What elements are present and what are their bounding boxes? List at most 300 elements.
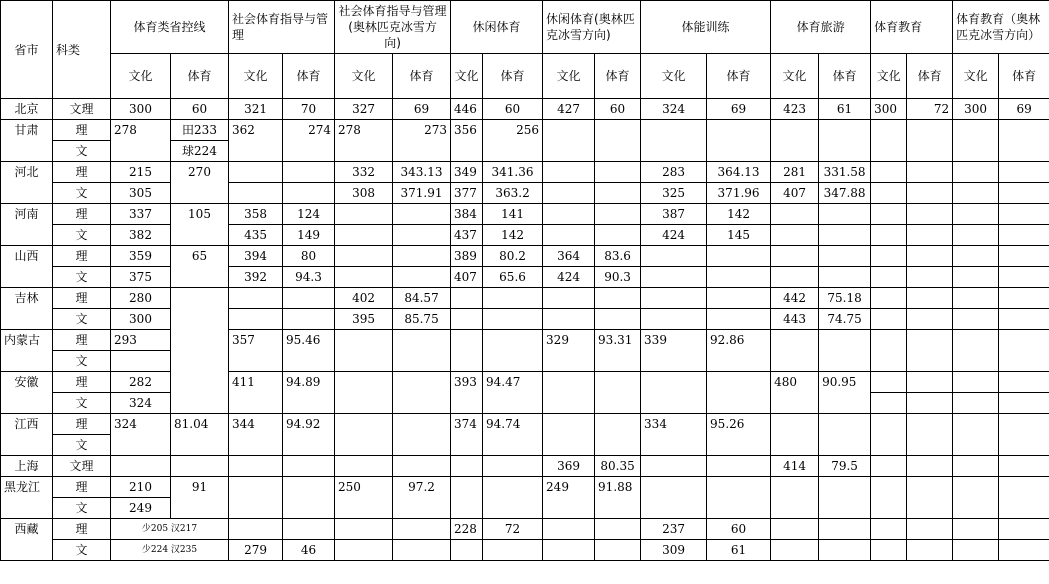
empty-cell <box>953 372 999 393</box>
empty-cell <box>871 225 907 246</box>
score-cell: 371.91 <box>393 183 451 204</box>
score-cell: 293 <box>111 330 171 351</box>
empty-cell <box>283 288 335 309</box>
header-culture: 文化 <box>451 54 483 99</box>
empty-cell <box>953 309 999 330</box>
empty-cell <box>907 330 953 372</box>
empty-cell <box>543 372 595 414</box>
score-cell: 407 <box>451 267 483 288</box>
kind-cell: 文 <box>53 540 111 561</box>
score-cell: 334 <box>641 414 707 456</box>
empty-cell <box>819 246 871 267</box>
empty-cell <box>595 120 641 162</box>
kind-cell: 理 <box>53 246 111 267</box>
kind-cell: 文 <box>53 351 111 372</box>
score-cell: 283 <box>641 162 707 183</box>
empty-cell <box>393 519 451 540</box>
score-cell: 149 <box>283 225 335 246</box>
empty-cell <box>641 309 707 330</box>
score-cell: 371.96 <box>707 183 771 204</box>
score-cell: 435 <box>229 225 283 246</box>
score-cell: 424 <box>641 225 707 246</box>
empty-cell <box>907 372 953 393</box>
header-category: 休闲体育(奥林匹克冰雪方向) <box>543 1 641 54</box>
score-cell: 300 <box>111 309 171 330</box>
empty-cell <box>707 456 771 477</box>
table-row <box>1 99 1049 120</box>
empty-cell <box>483 477 543 519</box>
empty-cell <box>907 309 953 330</box>
header-culture: 文化 <box>111 54 171 99</box>
header-province: 省市 <box>1 1 53 99</box>
empty-cell <box>229 162 283 183</box>
empty-cell <box>871 372 907 393</box>
empty-cell <box>953 246 999 267</box>
empty-cell <box>595 372 641 414</box>
score-cell: 324 <box>641 99 707 120</box>
score-cell: 61 <box>819 99 871 120</box>
empty-cell <box>543 204 595 225</box>
empty-cell <box>953 477 999 519</box>
empty-cell <box>907 519 953 540</box>
empty-cell <box>999 330 1049 372</box>
header-sport: 体育 <box>393 54 451 99</box>
score-cell: 94.74 <box>483 414 543 456</box>
empty-cell <box>999 288 1049 309</box>
kind-cell: 文 <box>53 183 111 204</box>
score-cell: 105 <box>171 204 229 246</box>
empty-cell <box>999 246 1049 267</box>
empty-cell <box>229 183 283 204</box>
score-cell: 274 <box>283 120 335 162</box>
score-cell: 46 <box>283 540 335 561</box>
score-cell: 343.13 <box>393 162 451 183</box>
empty-cell <box>771 120 819 162</box>
kind-cell: 文 <box>53 141 111 162</box>
empty-cell <box>819 477 871 519</box>
kind-cell: 文理 <box>53 99 111 120</box>
empty-cell <box>953 456 999 477</box>
empty-cell <box>543 120 595 162</box>
empty-cell <box>871 183 907 204</box>
score-cell: 300 <box>111 99 171 120</box>
empty-cell <box>483 330 543 372</box>
empty-cell <box>229 456 283 477</box>
kind-cell: 理 <box>53 372 111 393</box>
score-cell: 442 <box>771 288 819 309</box>
empty-cell <box>907 162 953 183</box>
score-cell: 279 <box>229 540 283 561</box>
score-cell: 92.86 <box>707 330 771 372</box>
empty-cell <box>595 309 641 330</box>
province-cell: 安徽 <box>1 372 53 414</box>
score-cell: 69 <box>393 99 451 120</box>
header-category: 体育旅游 <box>771 1 871 54</box>
province-cell: 黑龙江 <box>1 477 53 519</box>
score-cell: 90.95 <box>819 372 871 414</box>
table-row <box>1 519 1049 540</box>
empty-cell <box>393 204 451 225</box>
empty-cell <box>771 330 819 372</box>
table-row <box>1 120 1049 141</box>
kind-cell: 文 <box>53 435 111 456</box>
kind-cell: 理 <box>53 414 111 435</box>
empty-cell <box>953 393 999 414</box>
empty-cell <box>335 519 393 540</box>
empty-cell <box>907 414 953 456</box>
province-cell: 河北 <box>1 162 53 204</box>
empty-cell <box>953 183 999 204</box>
score-cell: 331.58 <box>819 162 871 183</box>
empty-cell <box>953 330 999 372</box>
score-cell: 402 <box>335 288 393 309</box>
empty-cell <box>171 288 229 414</box>
header-culture: 文化 <box>229 54 283 99</box>
score-cell: 94.89 <box>283 372 335 414</box>
score-cell: 球224 <box>171 141 229 162</box>
score-cell: 395 <box>335 309 393 330</box>
empty-cell <box>871 246 907 267</box>
score-cell: 69 <box>707 99 771 120</box>
score-cell: 210 <box>111 477 171 498</box>
kind-cell: 文理 <box>53 456 111 477</box>
score-cell: 321 <box>229 99 283 120</box>
empty-cell <box>595 225 641 246</box>
empty-cell <box>771 477 819 519</box>
empty-cell <box>907 477 953 519</box>
score-cell: 80.2 <box>483 246 543 267</box>
empty-cell <box>707 120 771 162</box>
score-cell: 80 <box>283 246 335 267</box>
empty-cell <box>953 519 999 540</box>
score-cell: 424 <box>543 267 595 288</box>
empty-cell <box>335 267 393 288</box>
empty-cell <box>819 225 871 246</box>
empty-cell <box>595 204 641 225</box>
score-cell: 363.2 <box>483 183 543 204</box>
empty-cell <box>393 246 451 267</box>
score-cell: 407 <box>771 183 819 204</box>
empty-cell <box>707 246 771 267</box>
empty-cell <box>229 309 283 330</box>
empty-cell <box>543 225 595 246</box>
empty-cell <box>771 267 819 288</box>
header-sport: 体育 <box>595 54 641 99</box>
empty-cell <box>283 309 335 330</box>
score-cell: 60 <box>707 519 771 540</box>
score-cell: 94.3 <box>283 267 335 288</box>
empty-cell <box>771 414 819 456</box>
empty-cell <box>451 309 483 330</box>
score-cell: 278 <box>111 120 171 162</box>
score-cell: 85.75 <box>393 309 451 330</box>
header-sport: 体育 <box>819 54 871 99</box>
empty-cell <box>335 225 393 246</box>
score-cell: 382 <box>111 225 171 246</box>
empty-cell <box>907 183 953 204</box>
header-row-categories <box>1 1 1049 54</box>
score-cell: 93.31 <box>595 330 641 372</box>
empty-cell <box>871 267 907 288</box>
empty-cell <box>819 204 871 225</box>
score-cell: 142 <box>707 204 771 225</box>
score-cell: 344 <box>229 414 283 456</box>
score-cell: 94.47 <box>483 372 543 414</box>
header-sport: 体育 <box>999 54 1049 99</box>
empty-cell <box>907 288 953 309</box>
score-cell: 65.6 <box>483 267 543 288</box>
score-cell: 414 <box>771 456 819 477</box>
empty-cell <box>771 204 819 225</box>
header-category: 体育类省控线 <box>111 1 229 54</box>
score-cell: 327 <box>335 99 393 120</box>
empty-cell <box>907 204 953 225</box>
header-category: 社会体育指导与管理(奥林匹克冰雪方 向) <box>335 1 451 54</box>
empty-cell <box>999 204 1049 225</box>
empty-cell <box>819 120 871 162</box>
empty-cell <box>999 477 1049 519</box>
header-sport: 体育 <box>907 54 953 99</box>
kind-cell: 理 <box>53 330 111 351</box>
empty-cell <box>871 330 907 372</box>
empty-cell <box>641 477 707 519</box>
empty-cell <box>707 288 771 309</box>
score-cell: 362 <box>229 120 283 162</box>
score-cell: 324 <box>111 414 171 456</box>
score-cell: 369 <box>543 456 595 477</box>
empty-cell <box>451 477 483 519</box>
score-cell: 364 <box>543 246 595 267</box>
score-cell: 83.6 <box>595 246 641 267</box>
empty-cell <box>871 393 907 414</box>
empty-cell <box>871 120 907 162</box>
province-cell: 甘肃 <box>1 120 53 162</box>
kind-cell: 理 <box>53 120 111 141</box>
score-cell: 91.88 <box>595 477 641 519</box>
empty-cell <box>543 183 595 204</box>
score-cell: 60 <box>171 99 229 120</box>
score-cell: 79.5 <box>819 456 871 477</box>
empty-cell <box>229 288 283 309</box>
empty-cell <box>641 456 707 477</box>
score-cell: 280 <box>111 288 171 309</box>
empty-cell <box>641 120 707 162</box>
score-cell: 300 <box>871 99 907 120</box>
province-cell: 内蒙古 <box>1 330 53 372</box>
empty-cell <box>771 540 819 561</box>
empty-cell <box>483 288 543 309</box>
score-cell: 65 <box>171 246 229 288</box>
score-cell: 393 <box>451 372 483 414</box>
empty-cell <box>871 519 907 540</box>
score-cell: 60 <box>595 99 641 120</box>
empty-cell <box>871 204 907 225</box>
score-cell: 337 <box>111 204 171 225</box>
score-cell: 359 <box>111 246 171 267</box>
score-cell: 84.57 <box>393 288 451 309</box>
table-row <box>1 309 1049 330</box>
score-cell: 142 <box>483 225 543 246</box>
empty-cell <box>771 246 819 267</box>
empty-cell <box>871 477 907 519</box>
score-cell: 60 <box>483 99 543 120</box>
empty-cell <box>543 309 595 330</box>
empty-cell <box>819 414 871 456</box>
empty-cell <box>953 288 999 309</box>
empty-cell <box>999 309 1049 330</box>
empty-cell <box>999 519 1049 540</box>
empty-cell <box>451 330 483 372</box>
score-cell: 341.36 <box>483 162 543 183</box>
header-sport: 体育 <box>283 54 335 99</box>
empty-cell <box>907 120 953 162</box>
empty-cell <box>595 540 641 561</box>
empty-cell <box>229 477 283 519</box>
empty-cell <box>393 372 451 414</box>
empty-cell <box>907 246 953 267</box>
empty-cell <box>393 330 451 372</box>
empty-cell <box>451 540 483 561</box>
empty-cell <box>771 519 819 540</box>
empty-cell <box>907 393 953 414</box>
score-cell: 278 <box>335 120 393 162</box>
score-cell: 81.04 <box>171 414 229 456</box>
header-category: 体能训练 <box>641 1 771 54</box>
score-cell: 446 <box>451 99 483 120</box>
score-cell: 392 <box>229 267 283 288</box>
empty-cell <box>595 414 641 456</box>
empty-cell <box>335 330 393 372</box>
empty-cell <box>999 183 1049 204</box>
header-culture: 文化 <box>953 54 999 99</box>
table-row <box>1 225 1049 246</box>
score-cell: 324 <box>111 393 171 414</box>
header-sport: 体育 <box>707 54 771 99</box>
header-culture: 文化 <box>543 54 595 99</box>
score-cell: 357 <box>229 330 283 372</box>
score-cell: 332 <box>335 162 393 183</box>
empty-cell <box>393 267 451 288</box>
table-row <box>1 540 1049 561</box>
province-cell: 河南 <box>1 204 53 246</box>
empty-cell <box>111 456 171 477</box>
empty-cell <box>871 456 907 477</box>
empty-cell <box>451 456 483 477</box>
header-category: 体育教育 <box>871 1 953 54</box>
header-culture: 文化 <box>771 54 819 99</box>
score-cell: 75.18 <box>819 288 871 309</box>
score-cell: 394 <box>229 246 283 267</box>
table-row <box>1 414 1049 435</box>
score-cell: 249 <box>543 477 595 519</box>
score-cell: 480 <box>771 372 819 414</box>
score-cell: 72 <box>483 519 543 540</box>
empty-cell <box>907 540 953 561</box>
score-cell: 72 <box>907 99 953 120</box>
score-cell: 74.75 <box>819 309 871 330</box>
score-cell: 256 <box>483 120 543 162</box>
empty-cell <box>953 414 999 456</box>
table-row <box>1 372 1049 393</box>
empty-cell <box>707 372 771 414</box>
score-cell: 249 <box>111 498 171 519</box>
score-cell: 70 <box>283 99 335 120</box>
table-row <box>1 288 1049 309</box>
score-cell: 389 <box>451 246 483 267</box>
empty-cell <box>641 288 707 309</box>
empty-cell <box>999 372 1049 393</box>
table-row <box>1 183 1049 204</box>
kind-cell: 文 <box>53 225 111 246</box>
kind-cell: 文 <box>53 393 111 414</box>
empty-cell <box>393 456 451 477</box>
empty-cell <box>641 267 707 288</box>
empty-cell <box>543 519 595 540</box>
kind-cell: 理 <box>53 204 111 225</box>
province-cell: 吉林 <box>1 288 53 330</box>
score-cell: 347.88 <box>819 183 871 204</box>
empty-cell <box>543 414 595 456</box>
empty-cell <box>335 414 393 456</box>
score-cell: 95.46 <box>283 330 335 372</box>
empty-cell <box>171 456 229 477</box>
empty-cell <box>283 519 335 540</box>
kind-cell: 理 <box>53 288 111 309</box>
empty-cell <box>999 414 1049 456</box>
kind-cell: 文 <box>53 309 111 330</box>
score-cell: 145 <box>707 225 771 246</box>
empty-cell <box>543 162 595 183</box>
empty-cell <box>595 288 641 309</box>
score-cell: 少224 汉235 <box>111 540 229 561</box>
header-category: 体育教育（奥林匹克冰雪方向） <box>953 1 1049 54</box>
score-cell: 443 <box>771 309 819 330</box>
empty-cell <box>283 456 335 477</box>
table-row <box>1 162 1049 183</box>
table-row <box>1 267 1049 288</box>
empty-cell <box>953 267 999 288</box>
score-cell: 282 <box>111 372 171 393</box>
empty-cell <box>999 267 1049 288</box>
empty-cell <box>335 540 393 561</box>
score-cell: 273 <box>393 120 451 162</box>
score-cell: 358 <box>229 204 283 225</box>
province-cell: 上海 <box>1 456 53 477</box>
header-kind: 科类 <box>53 1 111 99</box>
empty-cell <box>819 540 871 561</box>
empty-cell <box>641 372 707 414</box>
kind-cell: 文 <box>53 267 111 288</box>
table-row <box>1 477 1049 498</box>
empty-cell <box>907 225 953 246</box>
empty-cell <box>953 204 999 225</box>
score-cell: 228 <box>451 519 483 540</box>
score-cell: 411 <box>229 372 283 414</box>
header-row-subcolumns <box>1 54 1049 99</box>
score-cell: 374 <box>451 414 483 456</box>
score-cell: 94.92 <box>283 414 335 456</box>
province-cell: 西藏 <box>1 519 53 561</box>
empty-cell <box>707 477 771 519</box>
score-cell: 270 <box>171 162 229 204</box>
empty-cell <box>393 414 451 456</box>
kind-cell: 理 <box>53 477 111 498</box>
empty-cell <box>595 162 641 183</box>
empty-cell <box>953 540 999 561</box>
score-cell: 281 <box>771 162 819 183</box>
score-cell: 61 <box>707 540 771 561</box>
score-cell: 427 <box>543 99 595 120</box>
